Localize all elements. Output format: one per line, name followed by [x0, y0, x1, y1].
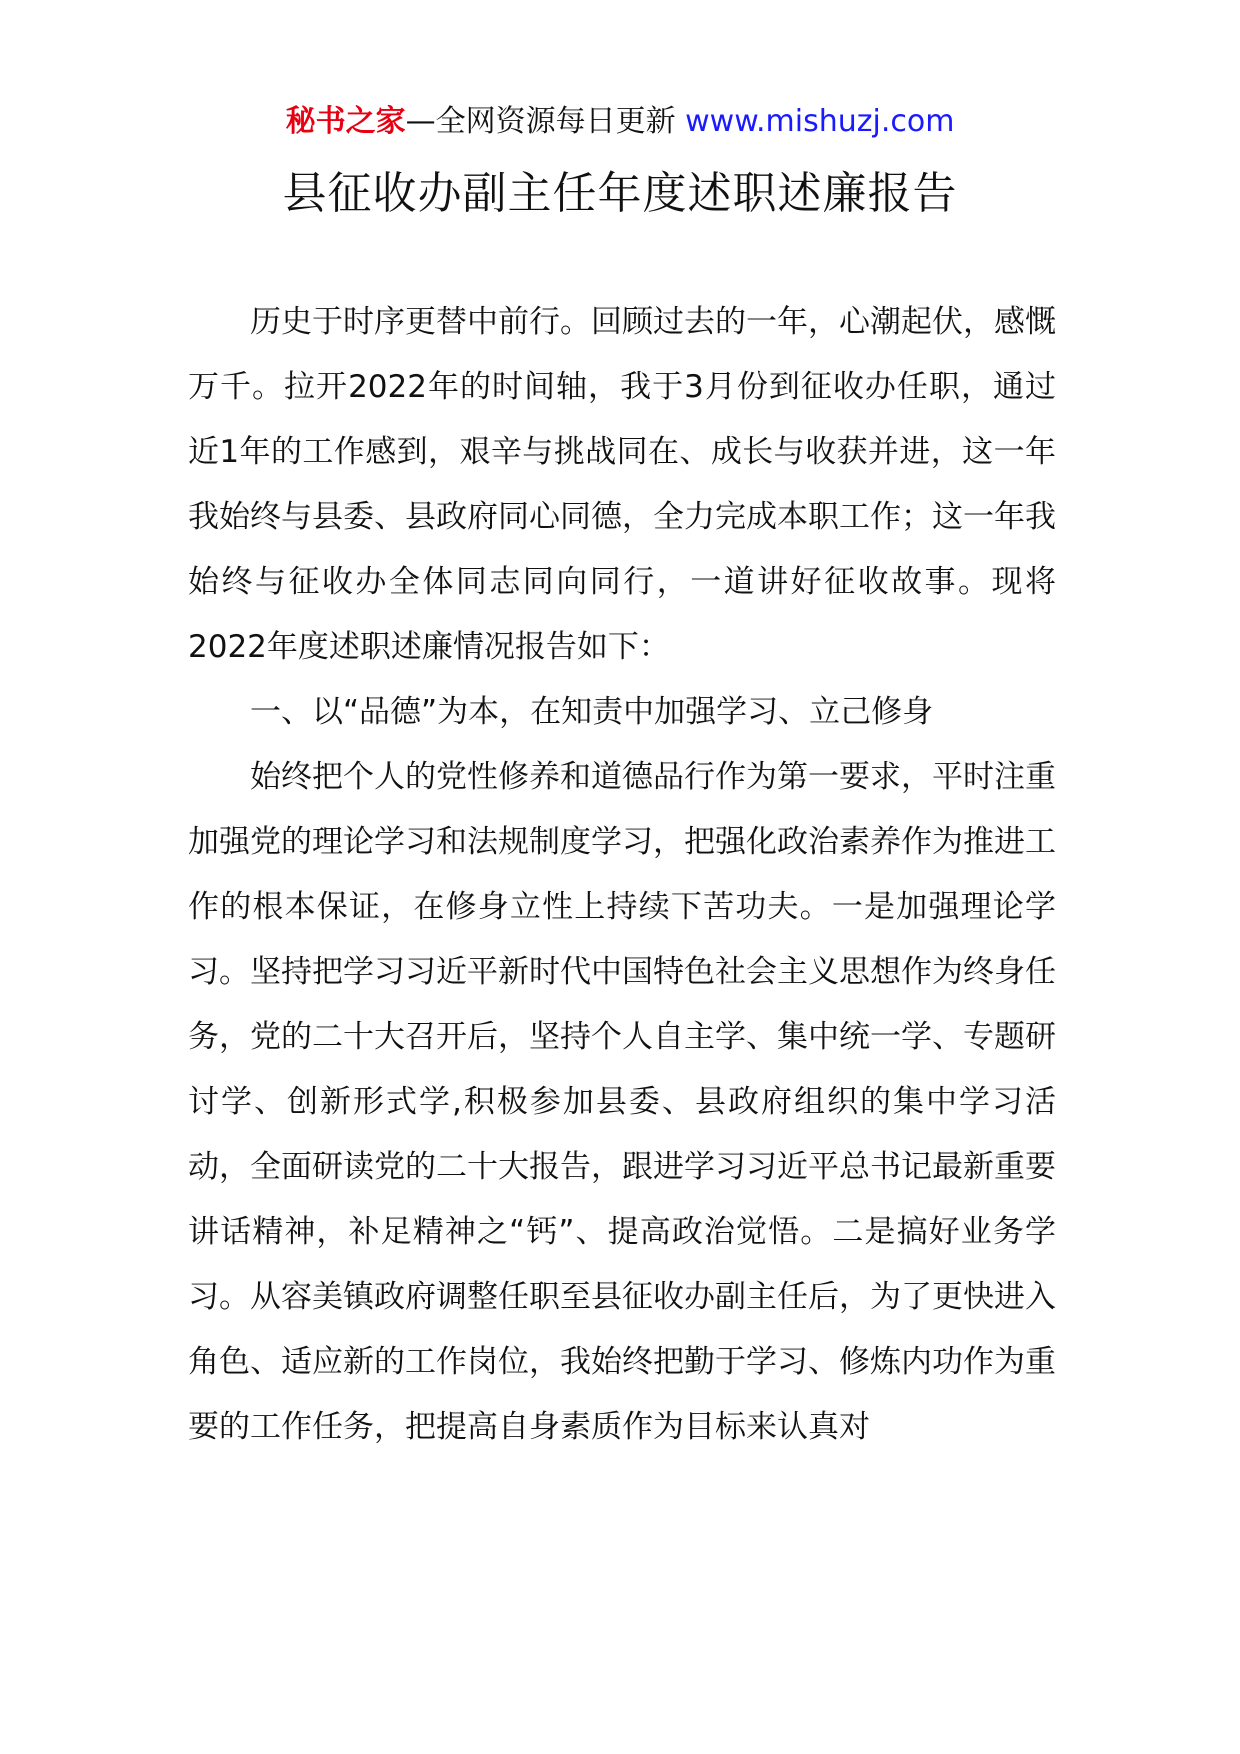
section-heading-1: 一、以“品德”为本，在知责中加强学习、立己修身 [250, 694, 934, 730]
watermark-header [0, 100, 1240, 144]
intro-paragraph: 历史于时序更替中前行。回顾过去的一年，心潮起伏，感慨万千。拉开2022年的时间轴，我于3月份到征收办任职，通过近1年的工作感到，艰辛与挑战同在、成长与收获并进，这一年我始终与县委、县政府同心同德，全力完成本职工作；这一年我始终与征收办全体同志同向同行，一道讲好征收故事。现将2022年度述职述廉情况报告如下： [188, 304, 1056, 665]
section-1-paragraph: 始终把个人的党性修养和道德品行作为第一要求，平时注重加强党的理论学习和法规制度学习，把强化政治素养作为推进工作的根本保证，在修身立性上持续下苦功夫。一是加强理论学习。坚持把学习习近平新时代中国特色社会主义思想作为终身任务，党的二十大召开后，坚持个人自主学、集中统一学、专题研讨学、创新形式学,积极参加县委、县政府组织的集中学习活动，全面研读党的二十大报告，跟进学习习近平总书记最新重要讲话精神，补足精神之“钙”、提高政治觉悟。二是搞好业务学习。从容美镇政府调整任职至县征收办副主任后，为了更快进入角色、适应新的工作岗位，我始终把勤于学习、修炼内功作为重要的工作任务，把提高自身素质作为目标来认真对 [188, 759, 1056, 1445]
header-tagline: —全网资源每日更新 [405, 104, 686, 139]
document-body [188, 290, 1056, 1460]
site-url-link[interactable]: www.mishuzj.com [685, 104, 955, 139]
document-title: 县征收办副主任年度述职述廉报告 [282, 168, 958, 219]
brand-name: 秘书之家 [285, 104, 406, 139]
